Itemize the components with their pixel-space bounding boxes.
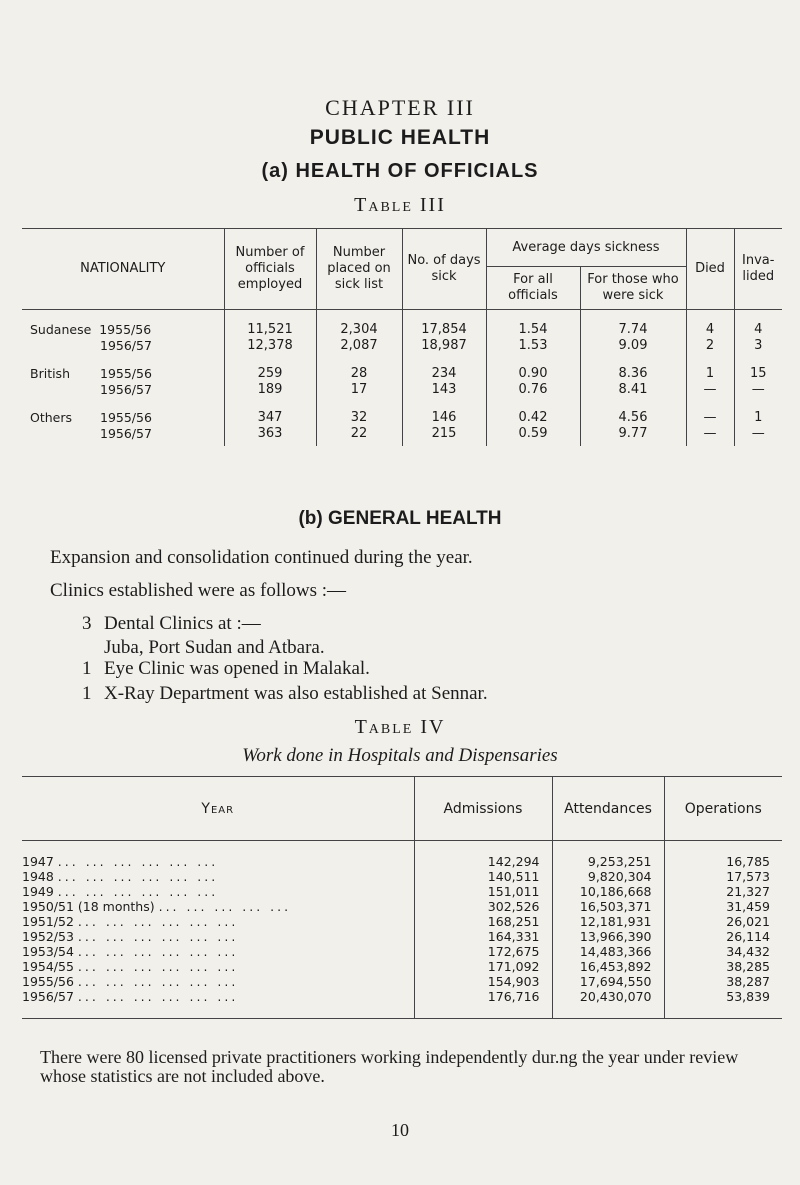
avg-all-cell: 0.42: [486, 398, 580, 426]
year-cell: 1949: [22, 884, 54, 899]
avg-sick-cell: 8.36: [580, 354, 686, 382]
days-cell: 234: [402, 354, 486, 382]
operations-cell: 26,021: [664, 914, 782, 929]
header-avg-sick: For those who were sick: [580, 267, 686, 310]
employed-cell: 12,378: [224, 338, 316, 354]
placed-cell: 22: [316, 426, 402, 446]
avg-all-cell: 1.53: [486, 338, 580, 354]
placed-cell: 2,087: [316, 338, 402, 354]
placed-cell: 2,304: [316, 310, 402, 339]
year-cell: 1947: [22, 854, 54, 869]
table4-row: 1956/57 ... ... ... ... ... ... 176,716 20,430,070 53,839: [22, 989, 782, 1019]
table4-row: 1952/53 ... ... ... ... ... ... 164,331 13,966,390 26,114: [22, 929, 782, 944]
table4-row: 1953/54 ... ... ... ... ... ... 172,675 14,483,366 34,432: [22, 944, 782, 959]
header-average: Average days sickness: [486, 229, 686, 267]
header-died: Died: [686, 229, 734, 310]
died-cell: —: [686, 426, 734, 446]
days-cell: 17,854: [402, 310, 486, 339]
table3-row: [22, 426, 782, 446]
admissions-cell: 302,526: [414, 899, 552, 914]
admissions-cell: 140,511: [414, 869, 552, 884]
admissions-cell: 172,675: [414, 944, 552, 959]
employed-cell: 363: [224, 426, 316, 446]
page-number: 10: [391, 1120, 409, 1140]
attendances-cell: 12,181,931: [552, 914, 664, 929]
attendances-cell: 16,503,371: [552, 899, 664, 914]
invalided-cell: —: [734, 382, 782, 398]
died-cell: —: [686, 382, 734, 398]
header-operations: Operations: [664, 777, 782, 841]
admissions-cell: 164,331: [414, 929, 552, 944]
days-cell: 18,987: [402, 338, 486, 354]
nationality-cell: British: [30, 366, 70, 381]
paragraph-expansion: Expansion and consolidation continued during the year.: [50, 547, 473, 568]
admissions-cell: 171,092: [414, 959, 552, 974]
avg-sick-cell: 8.41: [580, 382, 686, 398]
chapter-heading: CHAPTER III: [325, 95, 475, 120]
clinic-count: 1: [82, 658, 92, 679]
operations-cell: 53,839: [664, 989, 782, 1019]
attendances-cell: 10,186,668: [552, 884, 664, 899]
employed-cell: 189: [224, 382, 316, 398]
operations-cell: 38,285: [664, 959, 782, 974]
header-invalided: Inva- lided: [734, 229, 782, 310]
table4-row: 1949 ... ... ... ... ... ... 151,011 10,186,668 21,327: [22, 884, 782, 899]
table3-row: [22, 338, 782, 354]
avg-sick-cell: 9.77: [580, 426, 686, 446]
header-attendances: Attendances: [552, 777, 664, 841]
placed-cell: 17: [316, 382, 402, 398]
clinic-count: 3: [82, 613, 92, 634]
header-days: No. of days sick: [402, 229, 486, 310]
subsection-a-title: (a) HEALTH OF OFFICIALS: [261, 160, 539, 182]
footer-paragraph: There were 80 licensed private practitioners working independently dur.ng the year under review whose statistics are not included above.: [40, 1047, 739, 1086]
table3-row: [22, 398, 782, 426]
attendances-cell: 20,430,070: [552, 989, 664, 1019]
table3-row: [22, 354, 782, 382]
year-cell: 1956/57: [100, 338, 152, 353]
year-cell: 1956/57: [22, 989, 74, 1004]
year-cell: 1952/53: [22, 929, 74, 944]
avg-all-cell: 0.59: [486, 426, 580, 446]
invalided-cell: 1: [734, 398, 782, 426]
died-cell: —: [686, 398, 734, 426]
operations-cell: 38,287: [664, 974, 782, 989]
attendances-cell: 17,694,550: [552, 974, 664, 989]
operations-cell: 26,114: [664, 929, 782, 944]
header-admissions: Admissions: [414, 777, 552, 841]
table3-row: [22, 310, 782, 339]
attendances-cell: 16,453,892: [552, 959, 664, 974]
invalided-cell: 4: [734, 310, 782, 339]
attendances-cell: 14,483,366: [552, 944, 664, 959]
paragraph-clinics: Clinics established were as follows :—: [50, 580, 347, 601]
operations-cell: 21,327: [664, 884, 782, 899]
nationality-cell: Sudanese: [30, 322, 92, 337]
table4-row: 1950/51 (18 months) ... ... ... ... ... 302,526 16,503,371 31,459: [22, 899, 782, 914]
placed-cell: 28: [316, 354, 402, 382]
invalided-cell: 15: [734, 354, 782, 382]
table4-row: 1948 ... ... ... ... ... ... 140,511 9,820,304 17,573: [22, 869, 782, 884]
avg-all-cell: 0.90: [486, 354, 580, 382]
days-cell: 215: [402, 426, 486, 446]
year-cell: 1956/57: [100, 382, 152, 397]
admissions-cell: 151,011: [414, 884, 552, 899]
died-cell: 2: [686, 338, 734, 354]
days-cell: 143: [402, 382, 486, 398]
operations-cell: 17,573: [664, 869, 782, 884]
subsection-b-title: (b) GENERAL HEALTH: [298, 508, 502, 529]
invalided-cell: —: [734, 426, 782, 446]
avg-sick-cell: 9.09: [580, 338, 686, 354]
clinic-text: Dental Clinics at :—: [104, 613, 261, 634]
attendances-cell: 13,966,390: [552, 929, 664, 944]
year-cell: 1948: [22, 869, 54, 884]
operations-cell: 34,432: [664, 944, 782, 959]
table4-row: 1954/55 ... ... ... ... ... ... 171,092 16,453,892 38,285: [22, 959, 782, 974]
nationality-cell: Others: [30, 410, 73, 425]
year-cell: 1955/56: [22, 974, 74, 989]
table4: [22, 776, 782, 1019]
clinic-text: Eye Clinic was opened in Malakal.: [104, 658, 370, 679]
year-cell: 1956/57: [100, 426, 152, 441]
died-cell: 4: [686, 310, 734, 339]
year-cell: 1951/52: [22, 914, 74, 929]
table3-row: [22, 382, 782, 398]
table3: [22, 228, 782, 446]
year-cell: 1950/51 (18 months): [22, 899, 155, 914]
employed-cell: 259: [224, 354, 316, 382]
header-avg-all: For all officials: [486, 267, 580, 310]
admissions-cell: 168,251: [414, 914, 552, 929]
died-cell: 1: [686, 354, 734, 382]
table4-row: 1947 ... ... ... ... ... ... 142,294 9,253,251 16,785: [22, 841, 782, 870]
clinic-text: X-Ray Department was also established at Sennar.: [104, 683, 488, 704]
year-cell: 1955/56: [100, 366, 152, 381]
header-employed: Number of officials employed: [224, 229, 316, 310]
section-title: PUBLIC HEALTH: [309, 126, 491, 149]
avg-all-cell: 0.76: [486, 382, 580, 398]
year-cell: 1954/55: [22, 959, 74, 974]
header-placed: Number placed on sick list: [316, 229, 402, 310]
clinic-text: Juba, Port Sudan and Atbara.: [104, 637, 325, 658]
avg-sick-cell: 4.56: [580, 398, 686, 426]
employed-cell: 347: [224, 398, 316, 426]
avg-sick-cell: 7.74: [580, 310, 686, 339]
days-cell: 146: [402, 398, 486, 426]
employed-cell: 11,521: [224, 310, 316, 339]
year-cell: 1955/56: [99, 322, 152, 337]
avg-all-cell: 1.54: [486, 310, 580, 339]
table3-title: Table III: [354, 194, 446, 216]
header-year: Year: [201, 800, 235, 817]
table4-row: 1951/52 ... ... ... ... ... ... 168,251 12,181,931 26,021: [22, 914, 782, 929]
table4-row: 1955/56 ... ... ... ... ... ... 154,903 17,694,550 38,287: [22, 974, 782, 989]
invalided-cell: 3: [734, 338, 782, 354]
table4-subtitle: Work done in Hospitals and Dispensaries: [242, 745, 558, 766]
year-cell: 1955/56: [100, 410, 152, 425]
attendances-cell: 9,820,304: [552, 869, 664, 884]
admissions-cell: 142,294: [414, 841, 552, 870]
attendances-cell: 9,253,251: [552, 841, 664, 870]
table4-title: Table IV: [354, 716, 446, 738]
placed-cell: 32: [316, 398, 402, 426]
header-nationality: NATIONALITY: [80, 261, 166, 276]
year-cell: 1953/54: [22, 944, 74, 959]
admissions-cell: 176,716: [414, 989, 552, 1019]
admissions-cell: 154,903: [414, 974, 552, 989]
clinic-count: 1: [82, 683, 92, 704]
operations-cell: 16,785: [664, 841, 782, 870]
operations-cell: 31,459: [664, 899, 782, 914]
